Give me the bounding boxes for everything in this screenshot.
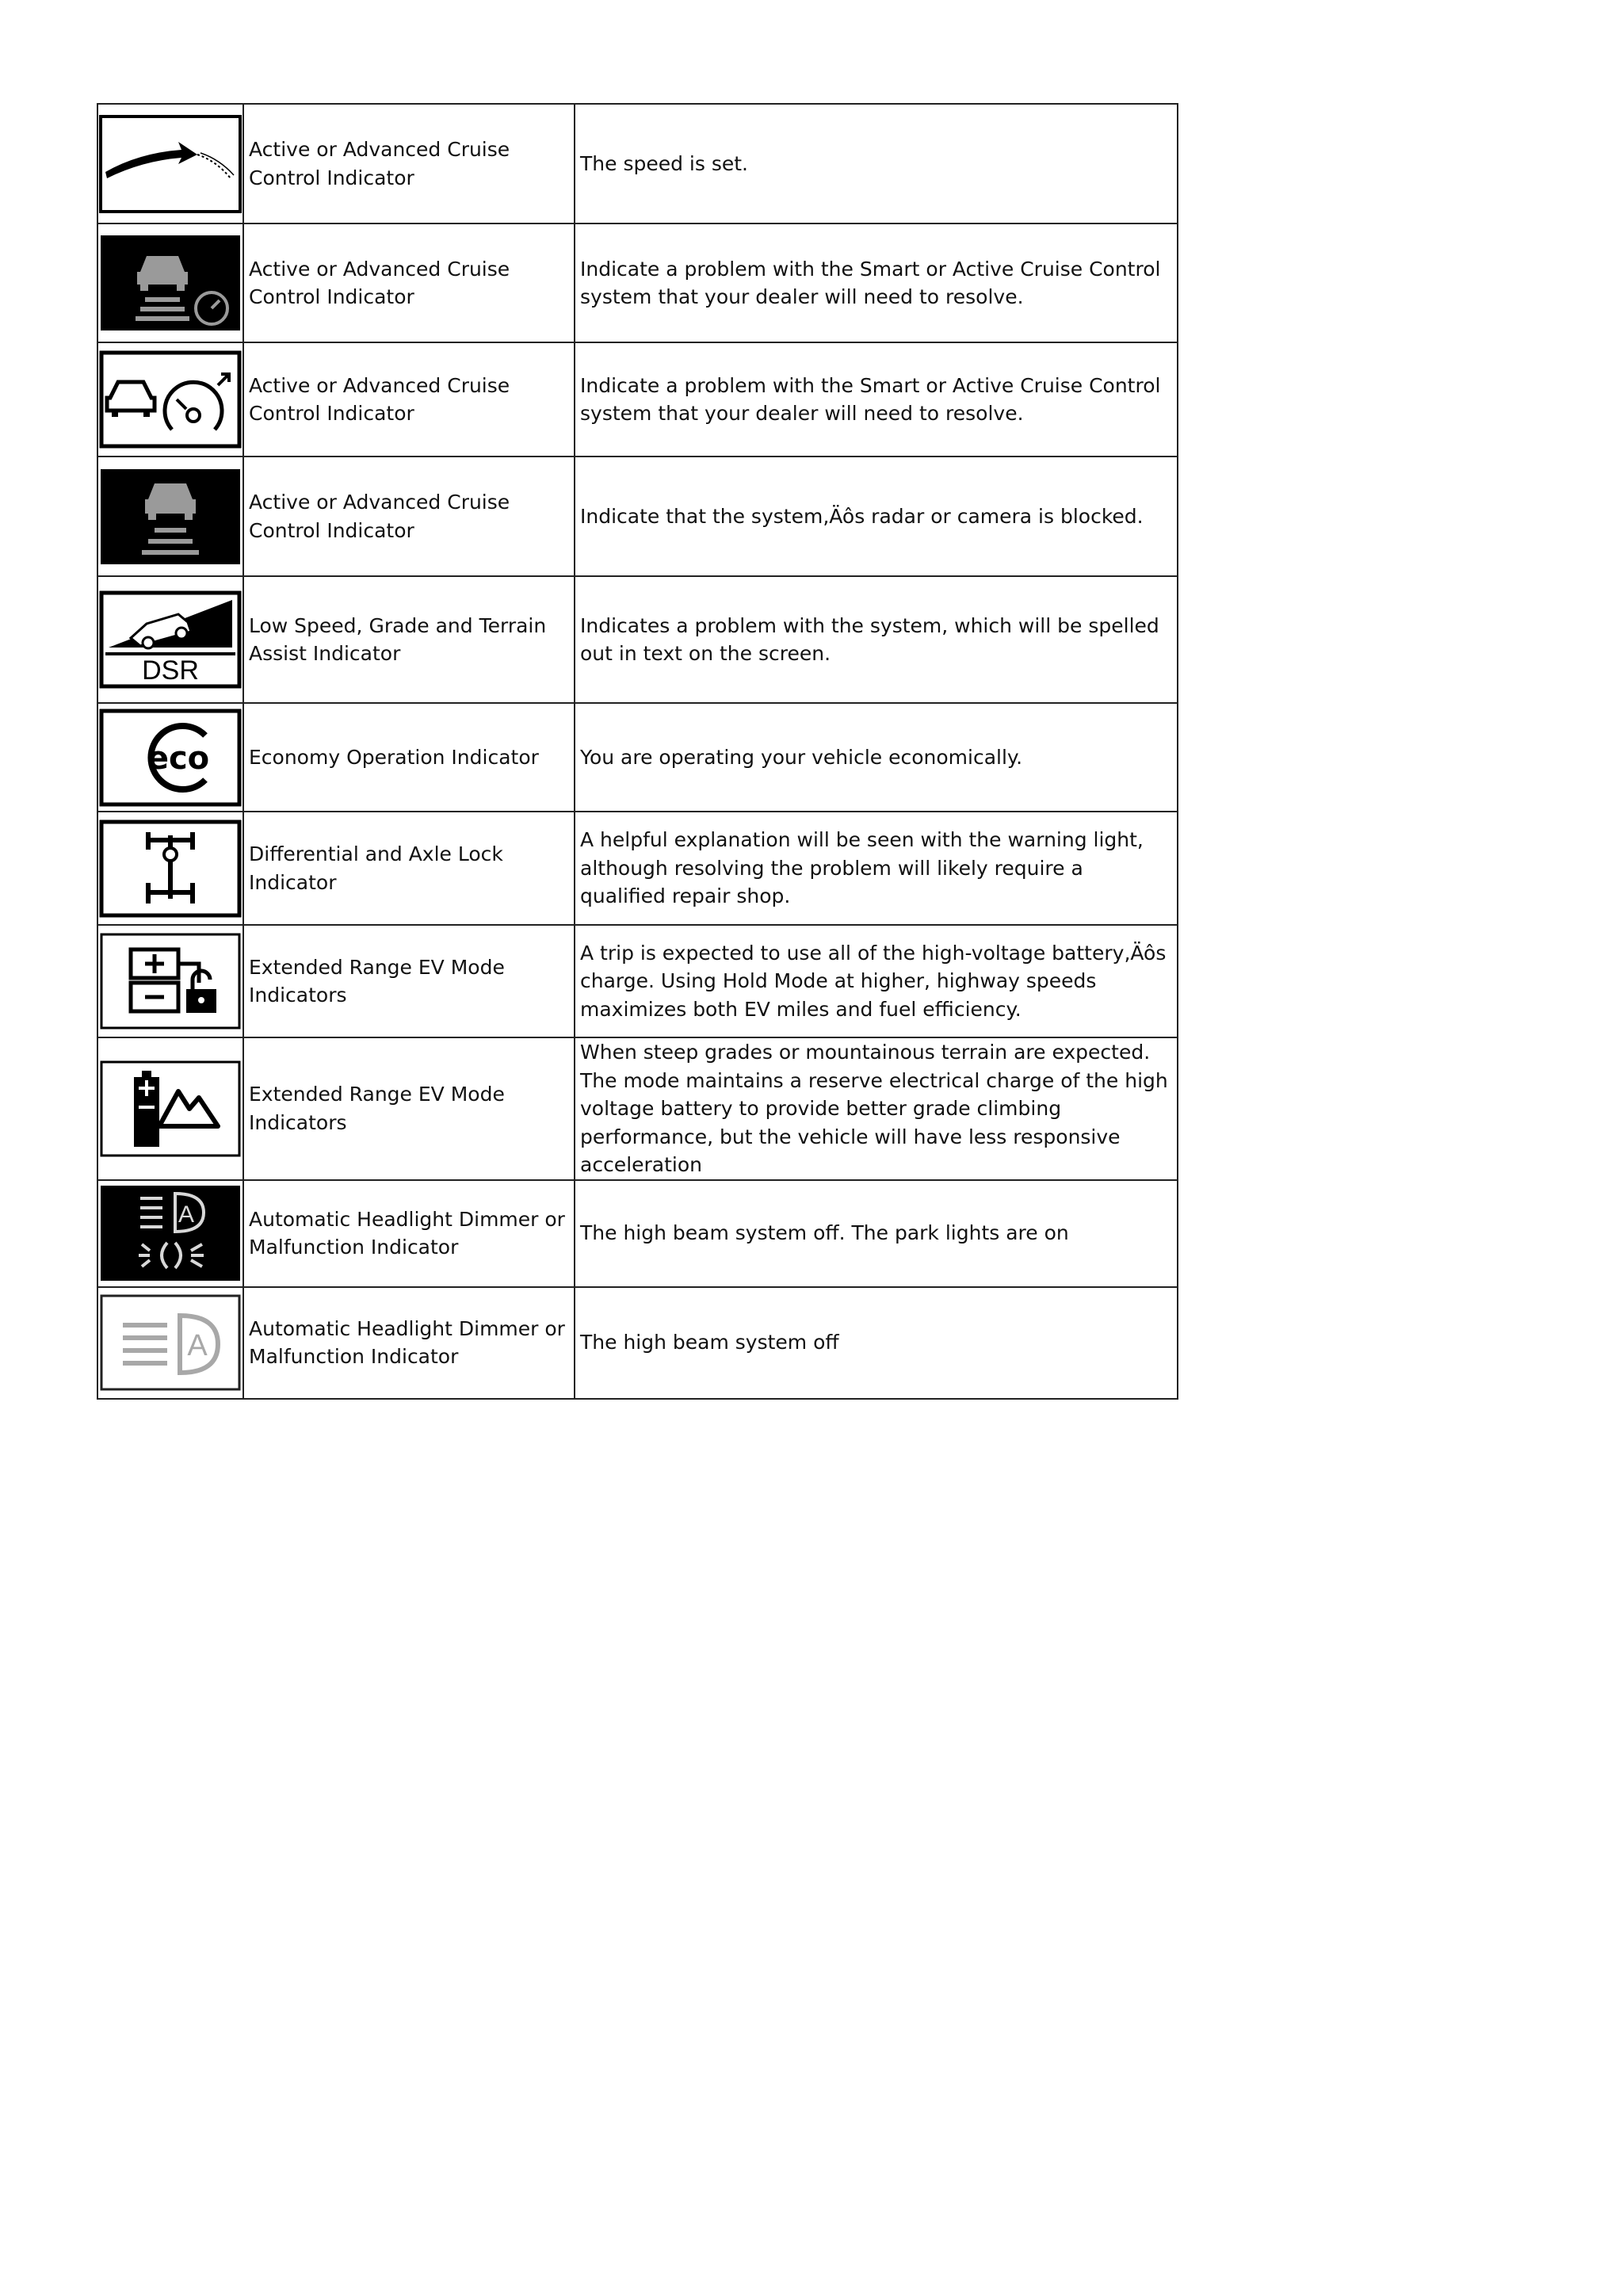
indicator-description: Indicate a problem with the Smart or Active Cruise Control system that your dealer will need to resolve. xyxy=(575,223,1178,342)
icon-cell xyxy=(97,104,243,223)
icon-cell xyxy=(97,1180,243,1287)
indicator-description: The high beam system off xyxy=(575,1287,1178,1399)
icon-cell xyxy=(97,703,243,812)
eco-icon xyxy=(99,709,242,807)
indicator-name: Active or Advanced Cruise Control Indicator xyxy=(243,223,575,342)
indicator-name: Economy Operation Indicator xyxy=(243,703,575,812)
indicator-name: Low Speed, Grade and Terrain Assist Indicator xyxy=(243,576,575,703)
eco-label: eco xyxy=(147,739,210,777)
table-row xyxy=(97,1180,1178,1287)
indicator-name: Differential and Axle Lock Indicator xyxy=(243,812,575,925)
cruise-set-arrow-icon xyxy=(99,115,242,213)
indicator-description: Indicates a problem with the system, which will be spelled out in text on the screen. xyxy=(575,576,1178,703)
table-row xyxy=(97,1037,1178,1180)
icon-cell xyxy=(97,1037,243,1180)
indicator-name: Automatic Headlight Dimmer or Malfunction Indicator xyxy=(243,1180,575,1287)
table-row xyxy=(97,104,1178,223)
indicator-description: A helpful explanation will be seen with the warning light, although resolving the problem will likely require a qualified repair shop. xyxy=(575,812,1178,925)
icon-cell xyxy=(97,812,243,925)
table-row xyxy=(97,1287,1178,1399)
icon-cell xyxy=(97,342,243,457)
indicator-name: Extended Range EV Mode Indicators xyxy=(243,925,575,1037)
table-row xyxy=(97,342,1178,457)
table-row xyxy=(97,457,1178,576)
battery-hold-lock-icon xyxy=(99,932,242,1030)
indicator-description: The high beam system off. The park lights are on xyxy=(575,1180,1178,1287)
indicator-name: Active or Advanced Cruise Control Indicator xyxy=(243,104,575,223)
indicator-description: When steep grades or mountainous terrain are expected. The mode maintains a reserve electrical charge of the high voltage battery to provide better grade climbing performance, but the vehicle will have less responsive acceleration xyxy=(575,1037,1178,1180)
indicator-description: Indicate that the system‚Äôs radar or camera is blocked. xyxy=(575,457,1178,576)
indicator-name: Extended Range EV Mode Indicators xyxy=(243,1037,575,1180)
indicator-name: Active or Advanced Cruise Control Indicator xyxy=(243,342,575,457)
indicator-description: The speed is set. xyxy=(575,104,1178,223)
auto-headlight-icon xyxy=(99,1293,242,1392)
indicator-name: Automatic Headlight Dimmer or Malfunction Indicator xyxy=(243,1287,575,1399)
table-row xyxy=(97,576,1178,703)
car-speedometer-icon xyxy=(99,350,242,449)
dsr-label: DSR xyxy=(142,655,199,686)
axle-lock-icon xyxy=(99,819,242,918)
icon-cell xyxy=(97,925,243,1037)
table-row xyxy=(97,703,1178,812)
icon-cell xyxy=(97,223,243,342)
table-row xyxy=(97,925,1178,1037)
icon-cell xyxy=(97,457,243,576)
indicator-name: Active or Advanced Cruise Control Indicator xyxy=(243,457,575,576)
auto-headlight-park-icon xyxy=(99,1184,242,1282)
indicator-description: You are operating your vehicle economically. xyxy=(575,703,1178,812)
icon-cell xyxy=(97,576,243,703)
auto-label: A xyxy=(187,1329,208,1362)
table-row xyxy=(97,812,1178,925)
table-row xyxy=(97,223,1178,342)
indicator-description: Indicate a problem with the Smart or Active Cruise Control system that your dealer will need to resolve. xyxy=(575,342,1178,457)
car-radar-gauge-icon xyxy=(99,234,242,332)
battery-mountain-icon xyxy=(99,1060,242,1158)
car-radar-icon xyxy=(99,468,242,566)
indicator-table xyxy=(97,103,1178,1400)
indicator-description: A trip is expected to use all of the high-voltage battery‚Äôs charge. Using Hold Mode at higher, highway speeds maximizes both EV miles and fuel efficiency. xyxy=(575,925,1178,1037)
auto-label: A xyxy=(178,1201,195,1228)
dsr-hill-descent-icon xyxy=(99,590,242,689)
icon-cell xyxy=(97,1287,243,1399)
